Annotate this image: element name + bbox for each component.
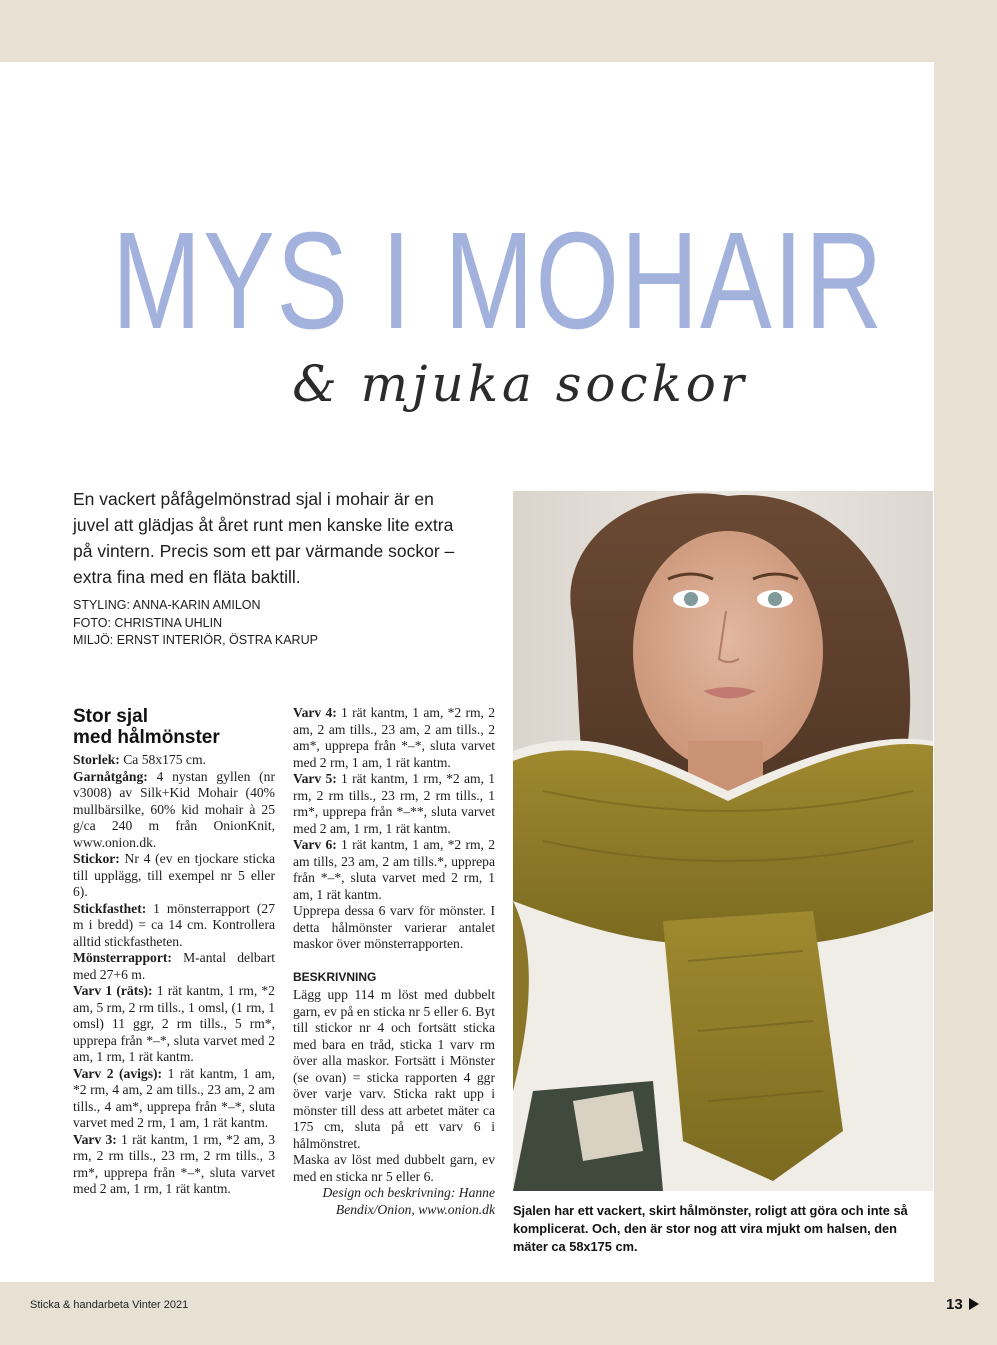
pattern-item: Stickor: Nr 4 (ev en tjockare sticka till upplägg, till exempel nr 5 eller 6). [73,851,275,899]
credit-location: MILJÖ: ERNST INTERIÖR, ÖSTRA KARUP [73,633,318,647]
pattern-column-1 [73,706,275,1198]
pattern-item: Varv 2 (avigs): 1 rät kantm, 1 am, *2 rm, 4 am, 2 am tills., 23 am, 2 am tills., 4 am*, upprepa från *–*, sluta varvet med 2 rm, 1 am, 1 rät kantm. [73,1065,275,1130]
pattern-item: Varv 5: 1 rät kantm, 1 rm, *2 am, 1 rm, 2 rm tills., 23 rm, 2 rm tills., 1 rm*, upprepa från *–**, sluta varvet med 2 am, 1 rm, 1 rät kantm. [293,771,496,836]
pattern-heading: Stor sjal med hålmönster [73,706,220,748]
pattern-item: Varv 4: 1 rät kantm, 1 am, *2 rm, 2 am, 2 am tills., 23 am, 2 am tills., 2 am*, upprepa från *–*, sluta varvet med 2 rm, 1 am, 1 rät kantm. [293,705,496,770]
page-title: MYS I MOHAIR [111,204,885,358]
page-number: 13 [946,1296,979,1313]
pattern-item: Garnåtgång: 4 nystan gyllen (nr v3008) av Silk+Kid Mohair (40% mullbärsilke, 60% kid mohair à 25 g/ca 240 m från OnionKnit, www.onion.dk. [73,768,275,850]
pattern-item: Stickfasthet: 1 mönsterrapport (27 m i bredd) = ca 14 cm. Kontrollera alltid stickfastheten. [73,900,275,949]
photo-caption: Sjalen har ett vackert, skirt hålmönster, roligt att göra och inte så komplicerat. Och, den är stor nog att vira mjukt om halsen, den mäter ca 58x175 cm. [513,1203,908,1254]
credit-photo: FOTO: CHRISTINA UHLIN [73,615,223,630]
credits [73,597,473,650]
intro-text: En vackert påfågelmönstrad sjal i mohair är en juvel att glädjas åt året runt men kanske lite extra på vintern. Precis som ett par värmande sockor – extra fina med en fläta baktill. [73,489,455,587]
model-photo [513,491,933,1191]
pattern-column-2 [293,705,495,1218]
credit-styling: STYLING: ANNA-KARIN AMILON [73,598,261,612]
repeat-note: Upprepa dessa 6 varv för mönster. I detta hålmönster varierar antalet maskor över mönsterrapporten. [293,903,495,951]
pattern-item: Varv 1 (räts): 1 rät kantm, 1 rm, *2 am, 5 rm, 2 rm tills., 1 omsl, (1 rm, 1 omsl) 11 ggr, 2 rm tills., 5 rm*, upprepa från *–*, sluta varvet med 2 am, 1 rm, 1 rät kantm. [73,983,275,1064]
description-text-2: Maska av löst med dubbelt garn, ev med en sticka nr 5 eller 6. [293,1152,495,1184]
script-subtitle: & mjuka sockor [292,355,748,413]
next-page-arrow-icon [969,1298,979,1310]
description-heading: BESKRIVNING [293,969,377,984]
design-credit: Design och beskrivning: Hanne Bendix/Onion, www.onion.dk [322,1185,495,1217]
pattern-item: Varv 3: 1 rät kantm, 1 rm, *2 am, 3 rm, 2 rm tills., 23 rm, 2 rm tills., 3 rm*, upprepa från *–*, sluta varvet med 2 am, 1 rm, 1 rät kantm. [73,1131,276,1196]
pattern-item: Varv 6: 1 rät kantm, 1 am, *2 rm, 2 am tills, 23 am, 2 am tills.*, upprepa från *–*, sluta varvet med 2 rm, 1 am, 1 rät kantm. [293,837,496,902]
pattern-item: Mönsterrapport: M-antal delbart med 27+6 m. [73,950,275,982]
pattern-item: Storlek: Ca 58x175 cm. [73,752,206,767]
magazine-footer: Sticka & handarbeta Vinter 2021 [30,1299,189,1311]
description-text: Lägg upp 114 m löst med dubbelt garn, ev på en sticka nr 5 eller 6. Byt till stickor nr 4 och fortsätt sticka med bara en tråd, sticka 1 varv rm över alla maskor. Fortsätt i Mönster (se ovan) = sticka rapporten 4 ggr över varje varv. Sticka rakt upp i mönster till dess att arbetet mäter ca 175 cm, sluta på ett varv 6 i hålmönstret. [293,987,495,1151]
